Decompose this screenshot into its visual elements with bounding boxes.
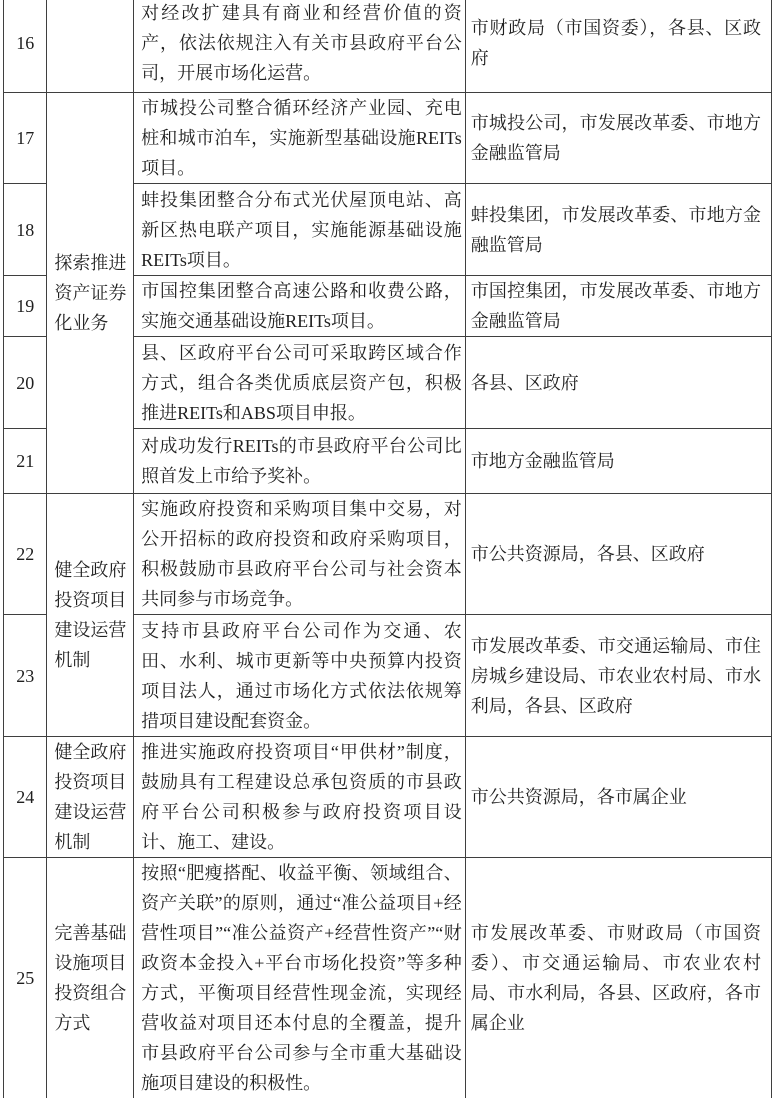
row-number-cell: 18 bbox=[4, 184, 47, 276]
category-cell: 健全政府投资项目建设运营机制 bbox=[47, 494, 134, 737]
department-cell: 市财政局（市国资委），各县、区政府 bbox=[465, 0, 771, 93]
policy-task-table bbox=[3, 0, 772, 1098]
row-number-cell: 19 bbox=[4, 276, 47, 337]
table-row bbox=[4, 494, 772, 615]
table-row bbox=[4, 858, 772, 1098]
department-cell: 市国控集团，市发展改革委、市地方金融监管局 bbox=[465, 276, 771, 337]
task-cell: 市城投公司整合循环经济产业园、充电桩和城市泊车，实施新型基础设施REITs项目。 bbox=[134, 93, 466, 184]
row-number-cell: 17 bbox=[4, 93, 47, 184]
task-cell: 对经改扩建具有商业和经营价值的资产，依法依规注入有关市县政府平台公司，开展市场化运营。 bbox=[134, 0, 466, 93]
table-row bbox=[4, 93, 772, 184]
category-cell: 探索推进资产证券化业务 bbox=[47, 93, 134, 494]
row-number-cell: 20 bbox=[4, 337, 47, 429]
department-cell: 各县、区政府 bbox=[465, 337, 771, 429]
task-cell: 市国控集团整合高速公路和收费公路，实施交通基础设施REITs项目。 bbox=[134, 276, 466, 337]
task-cell: 蚌投集团整合分布式光伏屋顶电站、高新区热电联产项目，实施能源基础设施REITs项目。 bbox=[134, 184, 466, 276]
department-cell: 市地方金融监管局 bbox=[465, 429, 771, 494]
row-number-cell: 16 bbox=[4, 0, 47, 93]
department-cell: 市发展改革委、市交通运输局、市住房城乡建设局、市农业农村局、市水利局，各县、区政府 bbox=[465, 615, 771, 737]
task-cell: 县、区政府平台公司可采取跨区域合作方式，组合各类优质底层资产包，积极推进REITs和ABS项目申报。 bbox=[134, 337, 466, 429]
task-cell: 按照“肥瘦搭配、收益平衡、领域组合、资产关联”的原则，通过“准公益项目+经营性项目”“准公益资产+经营性资产”“财政资本金投入+平台市场化投资”等多种方式，平衡项目经营性现金流，实现经营收益对项目还本付息的全覆盖，提升市县政府平台公司参与全市重大基础设施项目建设的积极性。 bbox=[134, 858, 466, 1098]
row-number-cell: 25 bbox=[4, 858, 47, 1098]
row-number-cell: 22 bbox=[4, 494, 47, 615]
task-cell: 对成功发行REITs的市县政府平台公司比照首发上市给予奖补。 bbox=[134, 429, 466, 494]
department-cell: 市公共资源局，各县、区政府 bbox=[465, 494, 771, 615]
table-row bbox=[4, 0, 772, 93]
table-row bbox=[4, 737, 772, 858]
category-cell: 完善基础设施项目投资组合方式 bbox=[47, 858, 134, 1098]
department-cell: 市公共资源局，各市属企业 bbox=[465, 737, 771, 858]
category-cell-cutoff bbox=[47, 0, 134, 93]
department-cell: 市发展改革委、市财政局（市国资委）、市交通运输局、市农业农村局、市水利局，各县、区政府，各市属企业 bbox=[465, 858, 771, 1098]
category-cell: 健全政府投资项目建设运营机制 bbox=[47, 737, 134, 858]
department-cell: 蚌投集团，市发展改革委、市地方金融监管局 bbox=[465, 184, 771, 276]
row-number-cell: 24 bbox=[4, 737, 47, 858]
row-number-cell: 23 bbox=[4, 615, 47, 737]
department-cell: 市城投公司，市发展改革委、市地方金融监管局 bbox=[465, 93, 771, 184]
task-cell: 实施政府投资和采购项目集中交易，对公开招标的政府投资和政府采购项目，积极鼓励市县政府平台公司与社会资本共同参与市场竞争。 bbox=[134, 494, 466, 615]
task-cell: 推进实施政府投资项目“甲供材”制度，鼓励具有工程建设总承包资质的市县政府平台公司积极参与政府投资项目设计、施工、建设。 bbox=[134, 737, 466, 858]
task-cell: 支持市县政府平台公司作为交通、农田、水利、城市更新等中央预算内投资项目法人，通过市场化方式依法依规筹措项目建设配套资金。 bbox=[134, 615, 466, 737]
row-number-cell: 21 bbox=[4, 429, 47, 494]
